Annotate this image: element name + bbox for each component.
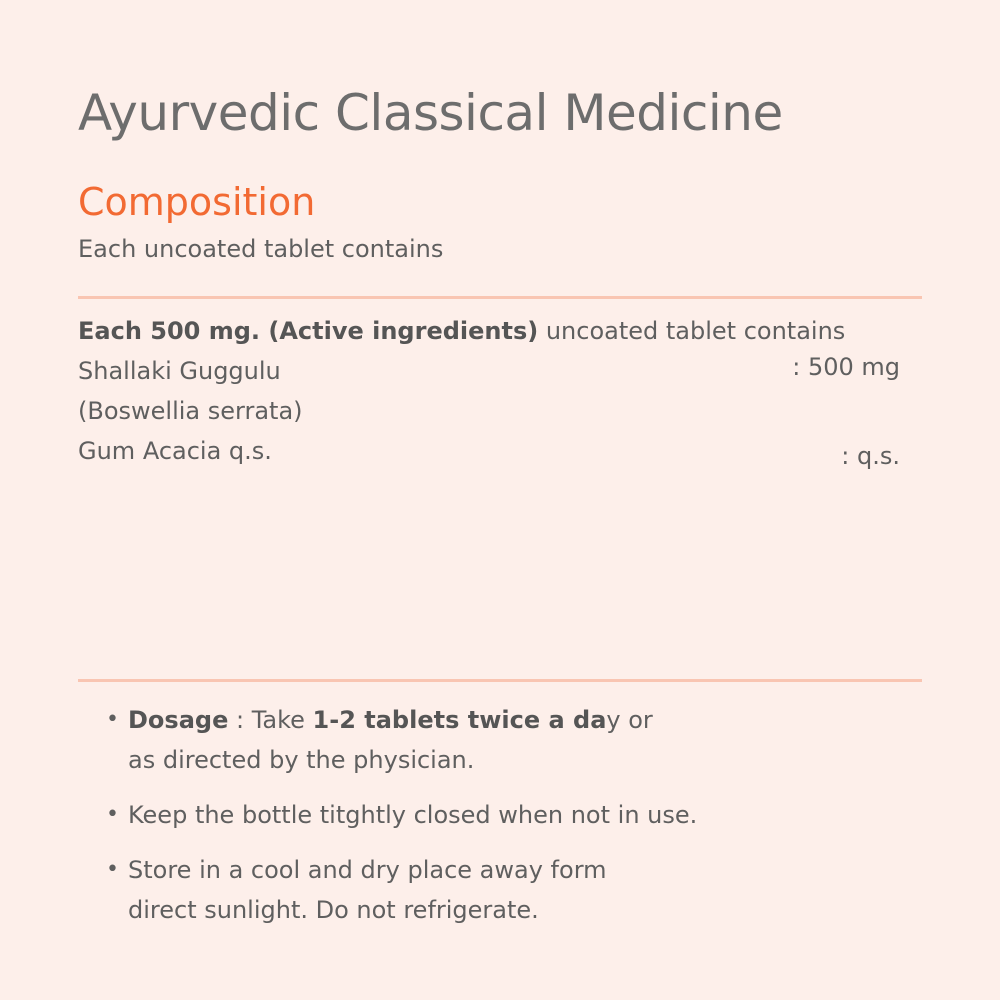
usage-notes xyxy=(102,700,822,945)
bullet-icon: • xyxy=(106,857,119,882)
ingredients-intro-bold: Each 500 mg. (Active ingredients) xyxy=(78,317,539,345)
ingredient-name: Gum Acacia q.s. xyxy=(78,437,272,465)
storage-place-note xyxy=(102,850,822,930)
dosage-line-2: as directed by the physician. xyxy=(128,746,475,774)
ingredient-name: Shallaki Guggulu xyxy=(78,357,281,385)
composition-heading: Composition xyxy=(78,180,316,224)
page-title: Ayurvedic Classical Medicine xyxy=(78,84,783,142)
dosage-separator: : Take xyxy=(228,706,313,734)
ingredient-name: (Boswellia serrata) xyxy=(78,397,303,425)
top-divider xyxy=(78,296,922,299)
composition-subheading: Each uncoated tablet contains xyxy=(78,235,444,263)
ingredients-intro xyxy=(78,317,845,345)
bullet-icon: • xyxy=(106,707,119,732)
bottom-divider xyxy=(78,679,922,682)
dosage-label: Dosage xyxy=(128,706,229,734)
bullet-icon: • xyxy=(106,802,119,827)
ingredient-value: : q.s. xyxy=(841,442,900,470)
keep-closed-text: Keep the bottle titghtly closed when not in use. xyxy=(128,801,698,829)
store-line-1: Store in a cool and dry place away form xyxy=(128,856,607,884)
ingredients-intro-rest: uncoated tablet contains xyxy=(538,317,846,345)
dosage-amount: 1-2 tablets twice a da xyxy=(312,706,607,734)
dosage-rest: y or xyxy=(606,706,653,734)
storage-closed-note xyxy=(102,795,822,835)
store-line-2: direct sunlight. Do not refrigerate. xyxy=(128,896,539,924)
dosage-line-1 xyxy=(128,700,822,740)
dosage-note xyxy=(102,700,822,780)
ingredient-value: : 500 mg xyxy=(792,353,900,381)
